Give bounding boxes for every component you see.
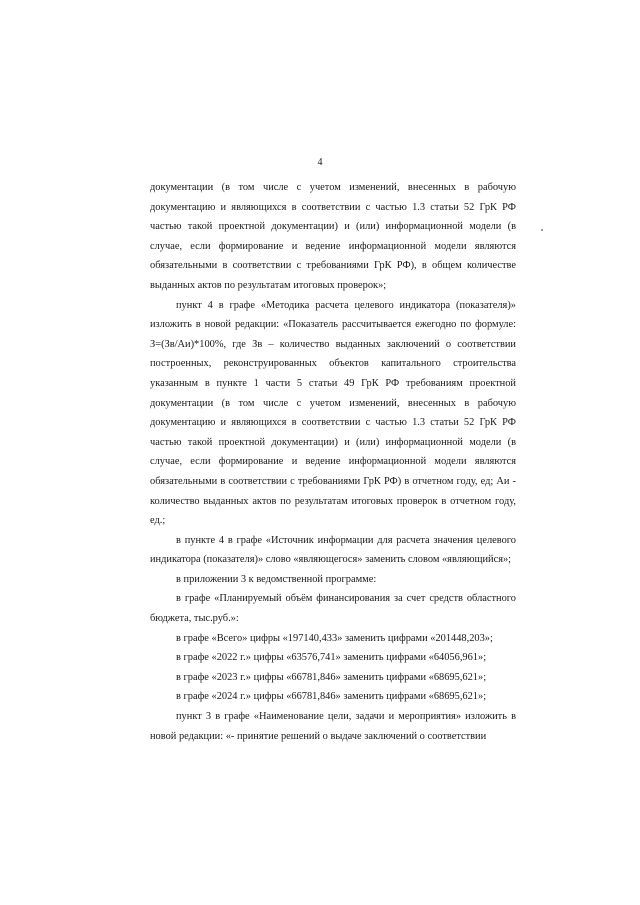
scan-speck [541,229,543,231]
paragraph-total: в графе «Всего» цифры «197140,433» заменить цифрами «201448,203»; [176,632,493,644]
paragraph-appendix-3: в приложении 3 к ведомственной программе: [176,573,377,585]
paragraph-continuation: документации (в том числе с учетом изменений, внесенных в рабочую документацию и являющихся в соответствии с частью 1.3 статьи 52 ГрК РФ частью такой проектной документации) и (или) информационной модели (в случае, если формирование и ведение информационной модели являются обязательными в соответствии с требованиями ГрК РФ), в общем количестве выданных актов по результатам итоговых проверок»; [150,182,516,291]
paragraph-financing-column: в графе «Планируемый объём финансирования за счет средств областного бюджета, тыс.руб.»: [150,593,516,625]
paragraph-item-3: пункт 3 в графе «Наименование цели, задачи и мероприятия» изложить в новой редакции: «- принятие решений о выдаче заключений о соответствии [150,711,516,742]
document-body [150,178,516,746]
paragraph-2023: в графе «2023 г.» цифры «66781,846» заменить цифрами «68695,621»; [176,671,487,683]
paragraph-2022: в графе «2022 г.» цифры «63576,741» заменить цифрами «64056,961»; [176,652,487,664]
paragraph-info-source: в пункте 4 в графе «Источник информации для расчета значения целевого индикатора (показателя)» слово «являющегося» заменить словом «являющийся»; [150,534,516,566]
page-number: 4 [317,157,323,168]
paragraph-2024: в графе «2024 г.» цифры «66781,846» заменить цифрами «68695,621»; [176,691,487,703]
paragraph-methodology: пункт 4 в графе «Методика расчета целевого индикатора (показателя)» изложить в новой редакции: «Показатель рассчитывается ежегодно по формуле: З=(Зв/Аи)*100%, где Зв – количество выданных заключений о соответствии построенных, реконструированных объектов капитального строительства указанным в пункте 1 части 5 статьи 49 ГрК РФ требованиям проектной документации (в том числе с учетом изменений, внесенных в рабочую документацию и являющихся в соответствии с частью 1.3 статьи 52 ГрК РФ частью такой проектной документации) и (или) информационной модели (в случае, если формирование и ведение информационной модели являются обязательными в соответствии с требованиями ГрК РФ) в отчетном году, ед; Аи - количество выданных актов по результатам итоговых проверок в отчетном году, ед.; [150,299,516,527]
